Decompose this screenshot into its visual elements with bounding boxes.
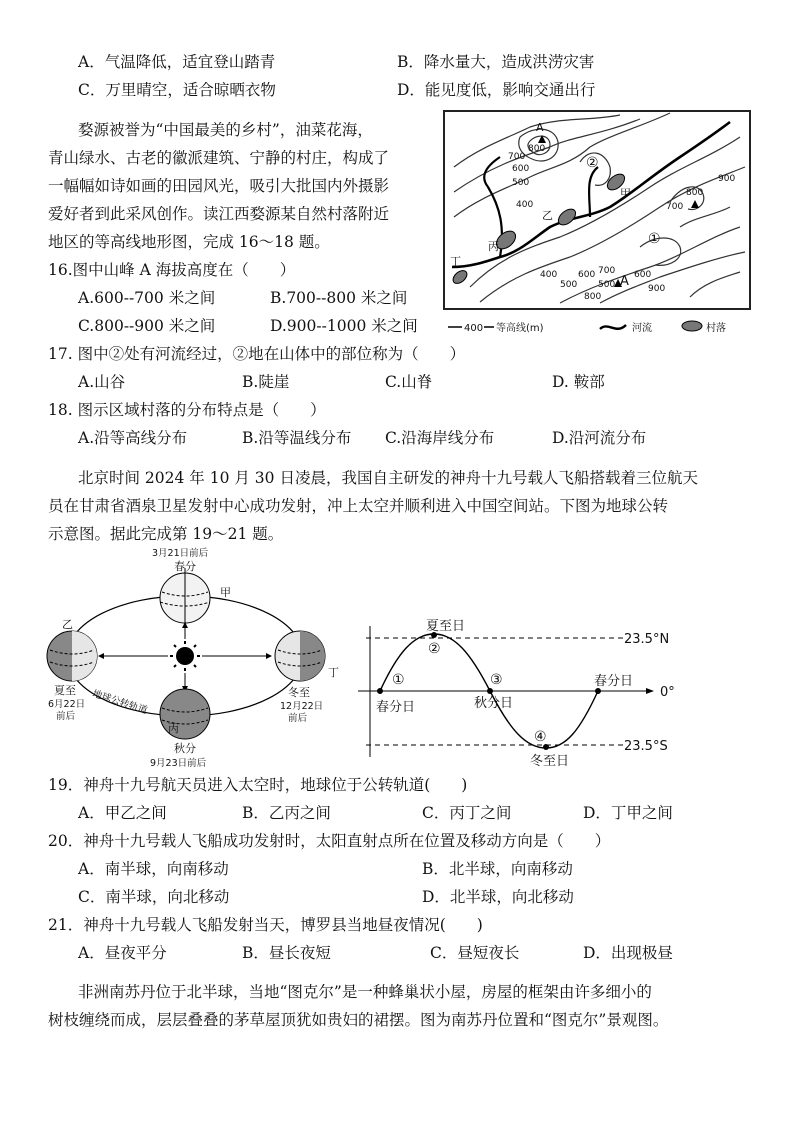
q19-stem: 19．神舟十九号航天员进入太空时，地球位于公转轨道( ) (48, 776, 468, 794)
q17-option-a: A.山谷 (78, 373, 126, 391)
yi-label: 乙 (62, 618, 73, 631)
contour-label: 500 (560, 280, 578, 290)
contour-label: 400 (516, 200, 534, 210)
contour-label: 800 (686, 188, 704, 198)
point-label: ① (648, 231, 661, 247)
q21-option-c: C．昼短夜长 (430, 944, 520, 962)
q19-option-d: D．丁甲之间 (583, 804, 673, 822)
q21-option-b: B．昼长夜短 (242, 944, 331, 962)
village-label: 丁 (450, 255, 461, 268)
q18-stem: 18. 图示区域村落的分布特点是（ ） (48, 401, 326, 419)
q21-option-d: D．出现极昼 (583, 944, 673, 962)
contour-label: 800 (584, 292, 602, 302)
point-label: ② (586, 155, 599, 171)
q20-option-a: A．南半球，向南移动 (78, 860, 229, 878)
q16-option-a: A.600--700 米之间 (78, 289, 216, 307)
jia-label: 甲 (220, 586, 231, 599)
q16-stem: 16.图中山峰 A 海拔高度在（ ） (48, 261, 296, 279)
q18-option-d: D.沿河流分布 (552, 429, 647, 447)
contour-label: 900 (648, 284, 666, 294)
equator-label: 0° (660, 685, 675, 700)
autumn-equinox-label: 秋分日 (474, 696, 514, 711)
q20-option-c: C．南半球，向北移动 (78, 888, 230, 906)
intro1-line-5: 地区的等高线地形图，完成 16～18 题。 (48, 233, 330, 251)
ding-label: 丁 (328, 666, 339, 679)
marker-1: ① (392, 672, 405, 688)
bing-label: 丙 (168, 722, 179, 735)
autumn-date: 9月23日前后 (150, 758, 207, 769)
q19-option-b: B．乙丙之间 (242, 804, 331, 822)
contour-label: 600 (512, 164, 530, 174)
contour-label: 600 (634, 270, 652, 280)
q20-option-b: B．北半球，向南移动 (422, 860, 573, 878)
spring-date: 3月21日前后 (152, 548, 209, 559)
contour-map (440, 107, 760, 339)
contour-label: 700 (598, 266, 616, 276)
peak-label: A (620, 274, 629, 289)
legend-contour-value: 400 (464, 323, 484, 334)
orbit-diagram (42, 546, 354, 770)
q16-option-b: B.700--800 米之间 (270, 289, 408, 307)
sun-path-diagram (358, 612, 698, 768)
intro3-line-1: 非洲南苏丹位于北半球，当地“图克尔”是一种蜂巢状小屋，房屋的框架由许多细小的 (78, 983, 652, 1001)
contour-label: 800 (528, 144, 546, 154)
intro2-line-2: 员在甘肃省酒泉卫星发射中心成功发射，冲上太空并顺利进入中国空间站。下图为地球公转 (48, 497, 669, 515)
q15-option-b: B．降水量大，造成洪涝灾害 (397, 53, 595, 71)
contour-label: 900 (718, 174, 736, 184)
earth-summer (47, 631, 97, 681)
intro2-line-3: 示意图。据此完成第 19～21 题。 (48, 525, 284, 543)
winter-solstice-label: 冬至日 (530, 754, 570, 768)
summer-label: 夏至 (54, 684, 76, 697)
contour-label: 700 (666, 202, 684, 212)
contour-label: 400 (540, 270, 558, 280)
q21-option-a: A．昼夜平分 (78, 944, 167, 962)
village-label: 甲 (620, 187, 631, 200)
spring-equinox-label-2: 春分日 (594, 674, 634, 689)
contour-label: 500 (512, 178, 530, 188)
marker-2: ② (428, 641, 441, 657)
contour-label: 700 (508, 152, 526, 162)
winter-qianhou: 前后 (288, 713, 308, 724)
legend-village-text: 村落 (706, 323, 726, 334)
q21-stem: 21．神舟十九号载人飞船发射当天，博罗县当地昼夜情况( ) (48, 916, 483, 934)
intro1-line-4: 爱好者到此采风创作。读江西婺源某自然村落附近 (48, 205, 390, 223)
q20-option-d: D．北半球，向北移动 (422, 888, 574, 906)
q19-option-a: A．甲乙之间 (78, 804, 167, 822)
summer-date: 6月22日 (48, 699, 86, 710)
winter-label: 冬至 (288, 686, 310, 699)
contour-label: 600 (578, 270, 596, 280)
q15-option-c: C．万里晴空，适合晾晒衣物 (78, 81, 276, 99)
q16-option-c: C.800--900 米之间 (78, 317, 216, 335)
intro1-line-1: 婺源被誉为“中国最美的乡村”，油菜花海， (78, 121, 373, 139)
q15-option-a: A．气温降低，适宜登山踏青 (78, 53, 276, 71)
q20-stem: 20．神舟十九号载人飞船成功发射时，太阳直射点所在位置及移动方向是（ ） (48, 832, 611, 850)
legend-contour-text: 等高线(m) (496, 323, 544, 334)
tropic-north-label: 23.5°N (624, 632, 670, 647)
spring-label: 春分 (174, 560, 196, 573)
autumn-label: 秋分 (174, 742, 196, 755)
peak-label: A (536, 121, 544, 134)
contour-label: 500 (598, 280, 616, 290)
earth-winter (275, 631, 325, 681)
tropic-south-label: 23.5°S (624, 739, 668, 754)
earth-spring (160, 568, 210, 626)
orbit-label: 地球公转轨道 (91, 688, 149, 717)
intro3-line-2: 树枝缠绕而成，层层叠叠的茅草屋顶犹如贵妇的裙摆。图为南苏丹位置和“图克尔”景观图。 (48, 1011, 669, 1029)
q15-option-d: D．能见度低，影响交通出行 (397, 81, 596, 99)
village-label: 丙 (488, 240, 499, 253)
intro1-line-3: 一幅幅如诗如画的田园风光，吸引大批国内外摄影 (48, 177, 390, 195)
legend-river-text: 河流 (632, 323, 652, 334)
marker-4: ④ (534, 729, 547, 745)
q18-option-b: B.沿等温线分布 (242, 429, 352, 447)
summer-solstice-label: 夏至日 (426, 619, 466, 634)
q19-option-c: C．丙丁之间 (422, 804, 512, 822)
q16-option-d: D.900--1000 米之间 (270, 317, 418, 335)
q17-option-c: C.山脊 (385, 373, 433, 391)
q18-option-a: A.沿等高线分布 (78, 429, 188, 447)
q17-stem: 17. 图中②处有河流经过，②地在山体中的部位称为（ ） (48, 345, 466, 363)
winter-date: 12月22日 (280, 701, 324, 712)
summer-qianhou: 前后 (56, 711, 76, 722)
q18-option-c: C.沿海岸线分布 (385, 429, 495, 447)
intro1-line-2: 青山绿水、古老的徽派建筑、宁静的村庄，构成了 (48, 149, 390, 167)
village-label: 乙 (542, 209, 553, 222)
marker-3: ③ (490, 672, 503, 688)
intro2-line-1: 北京时间 2024 年 10 月 30 日凌晨，我国自主研发的神舟十九号载人飞船搭载着三位航天 (78, 469, 698, 487)
q17-option-b: B.陡崖 (242, 373, 290, 391)
q17-option-d: D. 鞍部 (552, 373, 605, 391)
spring-equinox-label-1: 春分日 (376, 700, 416, 715)
